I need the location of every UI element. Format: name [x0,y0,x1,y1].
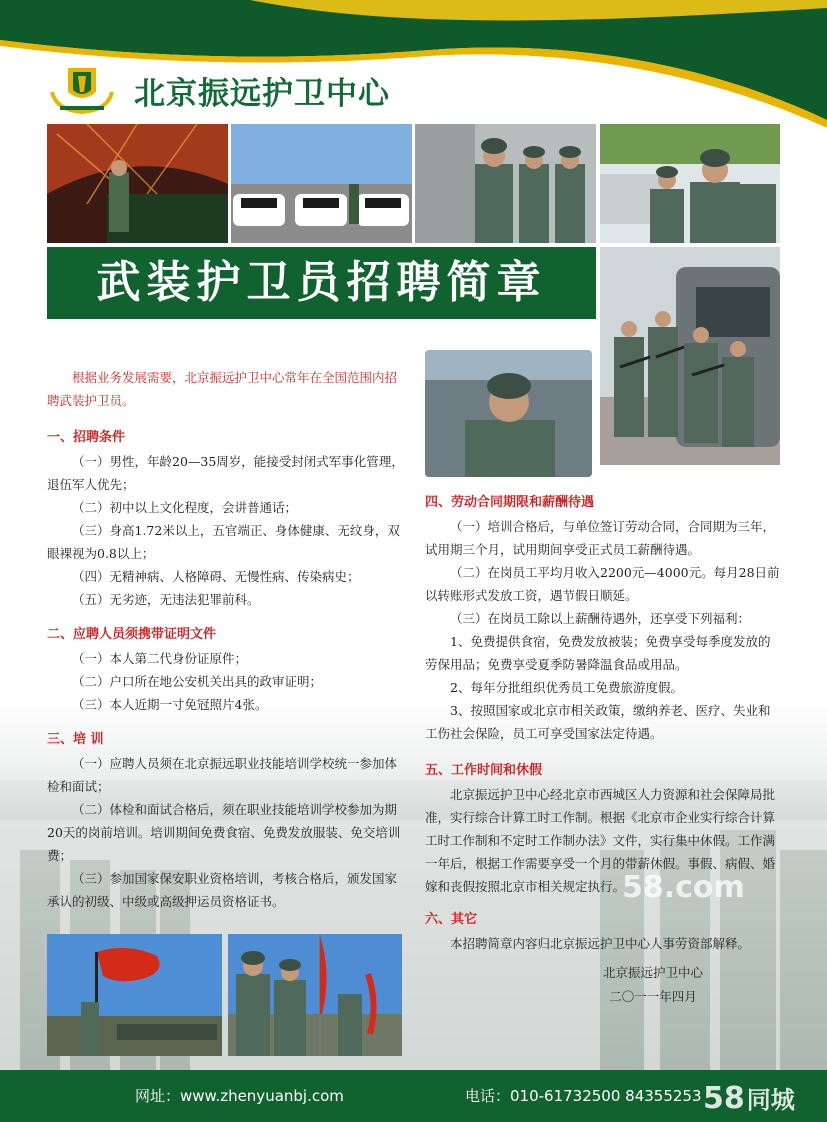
requirement-item: （五）无劣迹，无违法犯罪前科。 [72,592,260,607]
photo-security-cars [231,124,412,243]
training-item: （三）参加国家保安职业资格培训，考核合格后，颁发国家承认的初级、中级或高级押运员资格证书。 [47,871,398,909]
section-heading-training: 三、培 训 [47,732,104,747]
photo-armed-squad [600,247,780,465]
other-text: 本招聘简章内容归北京振远护卫中心人事劳资部解释。 [450,936,751,951]
requirement-item: （二）初中以上文化程度，会讲普通话； [72,500,298,515]
photo-guards-helmets [600,124,780,243]
watermark-58-number: 58 [703,1081,745,1116]
photo-guard-portrait [425,350,592,477]
section-heading-worktime: 五、工作时间和休假 [425,763,543,778]
document-item: （二）户口所在地公安机关出具的政审证明； [72,674,323,689]
training-item: （二）体检和面试合格后，须在职业技能培训学校参加为期20天的岗前培训。培训期间免费食宿、免费发放服装、免交培训费； [47,802,401,863]
section-heading-other: 六、其它 [425,912,478,927]
footer-website-link[interactable]: 网址：www.zhenyuanbj.com [135,1087,344,1105]
requirement-item: （一）男性，年龄20—35周岁，能接受封闭式军事化管理，退伍军人优先； [47,454,404,492]
document-item: （一）本人第二代身份证原件； [72,651,248,666]
org-name: 北京振远护卫中心 [134,76,390,112]
photo-guards-flags [228,934,402,1056]
worktime-text: 北京振远护卫中心经北京市西城区人力资源和社会保障局批准，实行综合计算工时工作制。根据《北京市企业实行综合计算工时工作制和不定时工作制办法》文件，实行集中休假。工作满一年后，根据工作需要享受一个月的带薪休假。事假、病假、婚嫁和丧假按照北京市相关规定执行。 [425,787,776,894]
photo-flag-ceremony [47,934,222,1056]
requirement-item: （四）无精神病、人格障碍、无慢性病、传染病史； [72,569,360,584]
page-title: 武装护卫员招聘简章 [96,257,547,308]
left-column [47,366,405,913]
requirement-item: （三）身高1.72米以上，五官端正、身体健康、无纹身，双眼裸视为0.8以上； [47,523,400,561]
photo-guards-lineup [415,124,596,243]
watermark-58-logo [703,1080,808,1114]
section-heading-contract: 四、劳动合同期限和薪酬待遇 [425,495,595,510]
benefit-item: 2、每年分批组织优秀员工免费旅游度假。 [450,680,683,695]
document-item: （三）本人近期一寸免冠照片4张。 [72,697,268,712]
benefit-item: 3、按照国家或北京市相关政策，缴纳养老、医疗、失业和工伤社会保险，员工可享受国家法定待遇。 [425,703,771,741]
contract-item: （三）在岗员工除以上薪酬待遇外，还享受下列福利： [450,611,751,626]
training-item: （一）应聘人员须在北京振远职业技能培训学校统一参加体检和面试； [47,756,398,794]
signature-date: 二〇一一年四月 [609,989,697,1004]
signature-org: 北京振远护卫中心 [602,965,703,980]
section-heading-documents: 二、应聘人员须携带证明文件 [47,627,217,642]
footer-phone: 电话：010-61732500 84355253 [465,1087,702,1105]
contract-item: （二）在岗员工平均月收入2200元—4000元。每月28日前以转账形式发放工资，遇节假日顺延。 [425,565,780,603]
logo-emblem-icon [46,62,118,114]
title-banner [47,247,596,319]
intro-text: 根据业务发展需要，北京振远护卫中心常年在全国范围内招聘武装护卫员。 [47,370,398,408]
watermark-58com [622,870,782,910]
top-decorative-band [0,0,827,140]
watermark-brand-text: 同城 [746,1086,795,1114]
section-heading-requirements: 一、招聘条件 [47,430,126,445]
photo-stadium-guard [47,124,228,243]
right-column [425,491,781,1009]
benefit-item: 1、免费提供食宿，免费发放被装；免费享受每季度发放的劳保用品；免费享受夏季防暑降温食品或用品。 [425,634,771,672]
watermark-58com-text: 58.com [622,870,745,905]
contract-item: （一）培训合格后，与单位签订劳动合同，合同期为三年，试用期三个月，试用期间享受正式员工薪酬待遇。 [425,519,776,557]
